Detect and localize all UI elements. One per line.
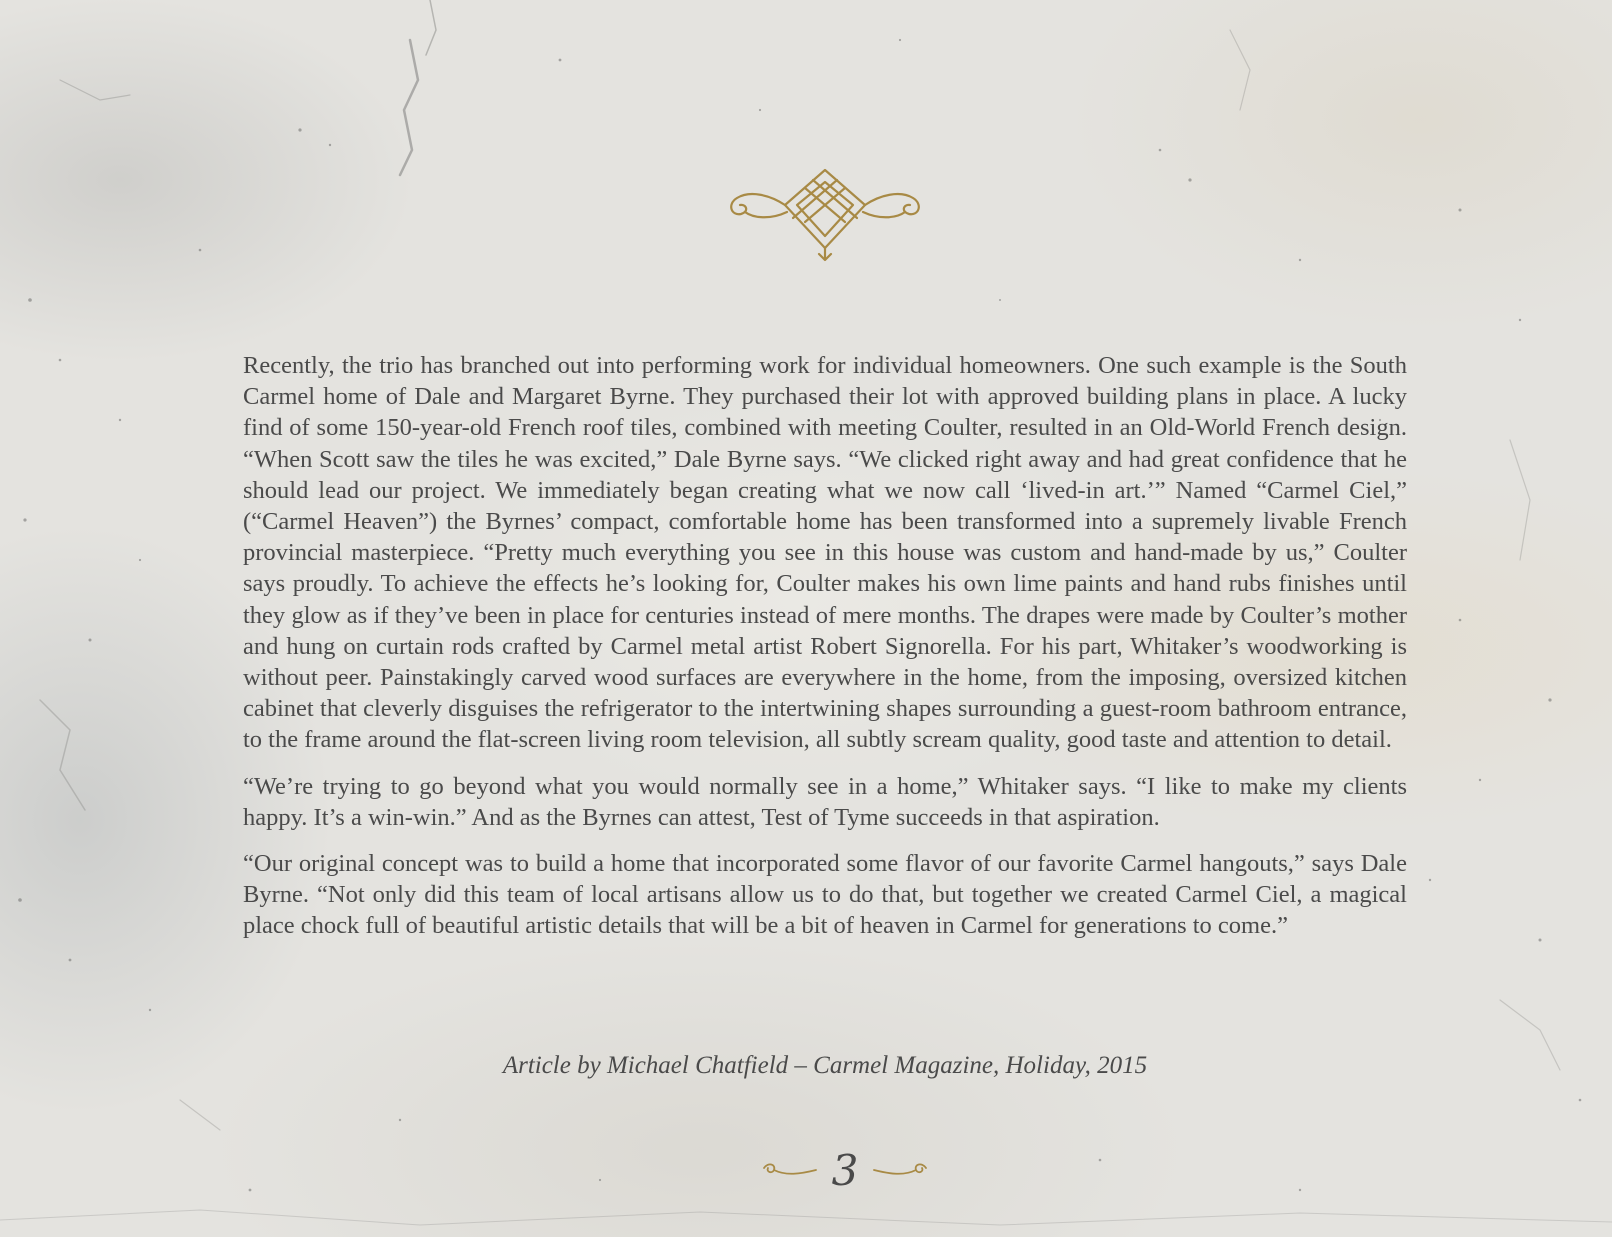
article-paragraph-3: “Our original concept was to build a home that incorporated some flavor of our favorite Carmel hangouts,” says Dale Byrne. “Not only did this team of local artisans allow us to do that, but together we created Carmel Ciel, a magical place chock full of beautiful artistic details that will be a bit of heaven in Carmel for generations to come.” xyxy=(243,850,1407,940)
celtic-knot-flourish-icon xyxy=(725,160,925,265)
article-body xyxy=(243,350,1407,957)
right-swash-icon xyxy=(870,1160,930,1180)
article-byline: Article by Michael Chatfield – Carmel Magazine, Holiday, 2015 xyxy=(502,1052,1148,1079)
article-paragraph-2: “We’re trying to go beyond what you would normally see in a home,” Whitaker says. “I like to make my clients happy. It’s a win-win.” And as the Byrnes can attest, Test of Tyme succeeds in that aspiration. xyxy=(243,772,1407,831)
page-number: 3 xyxy=(831,1146,859,1195)
left-swash-icon xyxy=(760,1160,820,1180)
page-number-footer xyxy=(760,1146,930,1196)
article-paragraph-1: Recently, the trio has branched out into performing work for individual homeowners. One such example is the South Carmel home of Dale and Margaret Byrne. They purchased their lot with approved building plans in place. A lucky find of some 150-year-old French roof tiles, combined with meeting Coulter, resulted in an Old-World French design. “When Scott saw the tiles he was excited,” Dale Byrne says. “We clicked right away and had great confidence that he should lead our project. We immediately began creating what we now call ‘lived-in art.’” Named “Carmel Ciel,” (“Carmel Heaven”) the Byrnes’ compact, comfortable home has been transformed into a supremely livable French provincial masterpiece. “Pretty much everything you see in this house was custom and hand-made by us,” Coulter says proudly. To achieve the effects he’s looking for, Coulter makes his own lime paints and hand rubs finishes until they glow as if they’ve been in place for centuries instead of mere months. The drapes were made by Coulter’s mother and hung on curtain rods crafted by Carmel metal artist Robert Signorella. For his part, Whitaker’s woodworking is without peer. Painstakingly carved wood surfaces are everywhere in the home, from the imposing, oversized kitchen cabinet that cleverly disguises the refrigerator to the intertwining shapes surrounding a guest-room bathroom entrance, to the frame around the flat-screen living room television, all subtly scream quality, good taste and attention to detail. xyxy=(243,352,1407,754)
